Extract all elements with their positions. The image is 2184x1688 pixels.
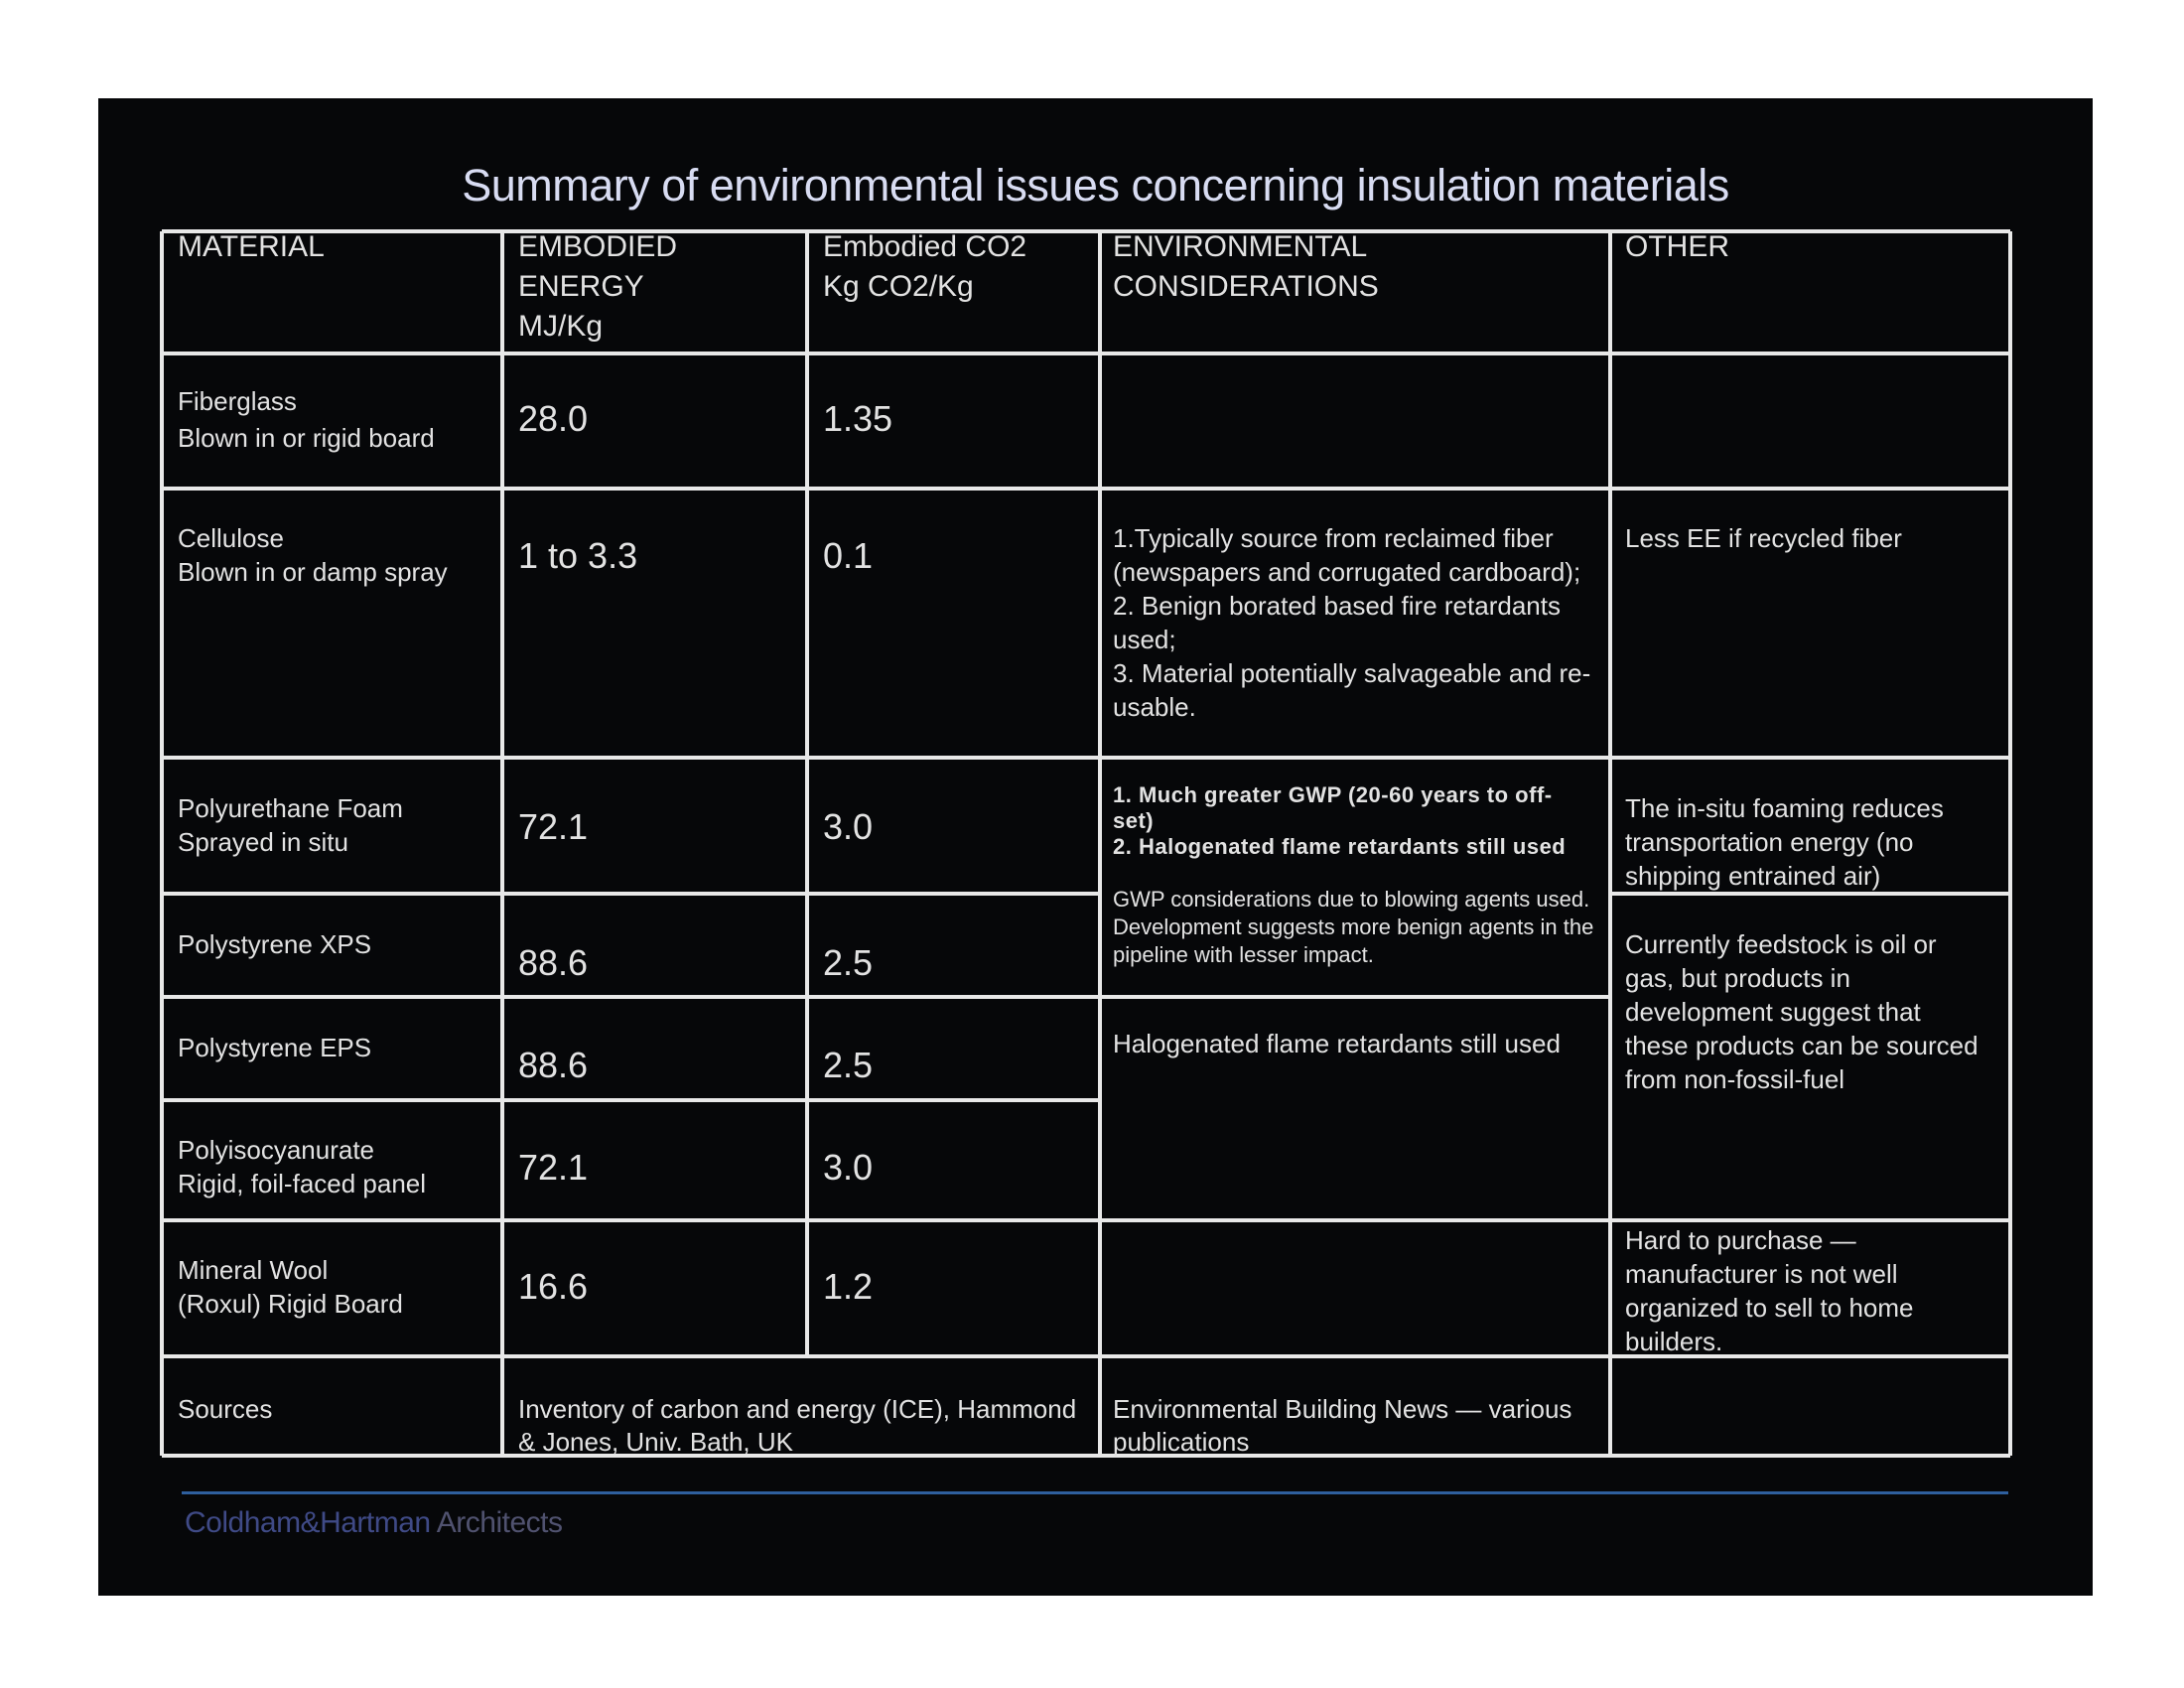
logo-part-1: Coldham&Hartman (185, 1506, 431, 1539)
xps-energy: 88.6 (518, 942, 589, 983)
mineral-other-4: builders. (1625, 1327, 1723, 1356)
fiberglass-energy: 28.0 (518, 398, 589, 439)
xps-env-1: GWP considerations due to blowing agents used. (1113, 887, 1590, 912)
polyurethane-env-3: 2. Halogenated flame retardants still used (1113, 834, 1567, 859)
polyurethane-other-3: shipping entrained air) (1625, 861, 1881, 891)
cellulose-env-5: 3. Material potentially salvageable and re- (1113, 658, 1591, 688)
xps-env-2: Development suggests more benign agents in the (1113, 914, 1594, 939)
mineral-name-2: (Roxul) Rigid Board (178, 1289, 403, 1319)
polyiso-energy: 72.1 (518, 1147, 589, 1188)
header-energy-1: EMBODIED (518, 230, 678, 263)
eps-co2: 2.5 (823, 1045, 874, 1085)
header-material: MATERIAL (178, 230, 325, 263)
eps-env: Halogenated flame retardants still used (1113, 1029, 1561, 1058)
header-co2-2: Kg CO2/Kg (823, 270, 974, 303)
mineral-energy: 16.6 (518, 1266, 589, 1307)
mineral-name-1: Mineral Wool (178, 1255, 329, 1285)
cellulose-name-2: Blown in or damp spray (178, 557, 448, 587)
cellulose-other: Less EE if recycled fiber (1625, 523, 1902, 553)
foam-other-4: these products can be sourced (1625, 1031, 1979, 1060)
mineral-other-2: manufacturer is not well (1625, 1259, 1898, 1289)
polyurethane-name-1: Polyurethane Foam (178, 793, 403, 823)
polyurethane-other-2: transportation energy (no (1625, 827, 1914, 857)
foam-other-1: Currently feedstock is oil or (1625, 929, 1937, 959)
sources-label: Sources (178, 1394, 273, 1424)
page-title: Summary of environmental issues concerning insulation materials (462, 160, 1729, 211)
header-energy-3: MJ/Kg (518, 310, 604, 343)
header-other: OTHER (1625, 230, 1729, 263)
logo-part-2: Architects (430, 1506, 563, 1539)
cellulose-env-4: used; (1113, 625, 1176, 654)
mineral-co2: 1.2 (823, 1266, 874, 1307)
cellulose-energy: 1 to 3.3 (518, 535, 638, 576)
xps-env-3: pipeline with lesser impact. (1113, 942, 1374, 967)
slide (98, 98, 2093, 1596)
polyurethane-env-2: set) (1113, 808, 1155, 833)
foam-other-2: gas, but products in (1625, 963, 1850, 993)
polyurethane-energy: 72.1 (518, 806, 589, 847)
sources-ice-1: Inventory of carbon and energy (ICE), Hammond (518, 1394, 1077, 1424)
cellulose-env-1: 1.Typically source from reclaimed fiber (1113, 523, 1554, 553)
polyurethane-co2: 3.0 (823, 806, 874, 847)
cellulose-co2: 0.1 (823, 535, 874, 576)
polyiso-name-2: Rigid, foil-faced panel (178, 1169, 427, 1198)
sources-ebn-1: Environmental Building News — various (1113, 1394, 1572, 1424)
xps-co2: 2.5 (823, 942, 874, 983)
header-env-1: ENVIRONMENTAL (1113, 230, 1368, 263)
eps-name: Polystyrene EPS (178, 1033, 372, 1062)
cellulose-env-6: usable. (1113, 692, 1196, 722)
fiberglass-name-1: Fiberglass (178, 386, 297, 416)
fiberglass-co2: 1.35 (823, 398, 893, 439)
cellulose-env-2: (newspapers and corrugated cardboard); (1113, 557, 1581, 587)
polyurethane-other-1: The in-situ foaming reduces (1625, 793, 1944, 823)
foam-other-5: from non-fossil-fuel (1625, 1064, 1845, 1094)
cellulose-env-3: 2. Benign borated based fire retardants (1113, 591, 1561, 621)
foam-other-3: development suggest that (1625, 997, 1921, 1027)
header-energy-2: ENERGY (518, 270, 644, 303)
sources-ice-2: & Jones, Univ. Bath, UK (518, 1427, 793, 1457)
header-env-2: CONSIDERATIONS (1113, 270, 1379, 303)
mineral-other-3: organized to sell to home (1625, 1293, 1914, 1323)
polyurethane-name-2: Sprayed in situ (178, 827, 348, 857)
company-logo (185, 1506, 563, 1540)
xps-name: Polystyrene XPS (178, 929, 372, 959)
eps-energy: 88.6 (518, 1045, 589, 1085)
footer-rule (182, 1491, 2008, 1494)
fiberglass-name-2: Blown in or rigid board (178, 423, 435, 453)
mineral-other-1: Hard to purchase — (1625, 1225, 1856, 1255)
cellulose-name-1: Cellulose (178, 523, 284, 553)
polyurethane-env-1: 1. Much greater GWP (20-60 years to off- (1113, 782, 1553, 807)
polyiso-name-1: Polyisocyanurate (178, 1135, 374, 1165)
header-co2-1: Embodied CO2 (823, 230, 1027, 263)
polyiso-co2: 3.0 (823, 1147, 874, 1188)
sources-ebn-2: publications (1113, 1427, 1250, 1457)
